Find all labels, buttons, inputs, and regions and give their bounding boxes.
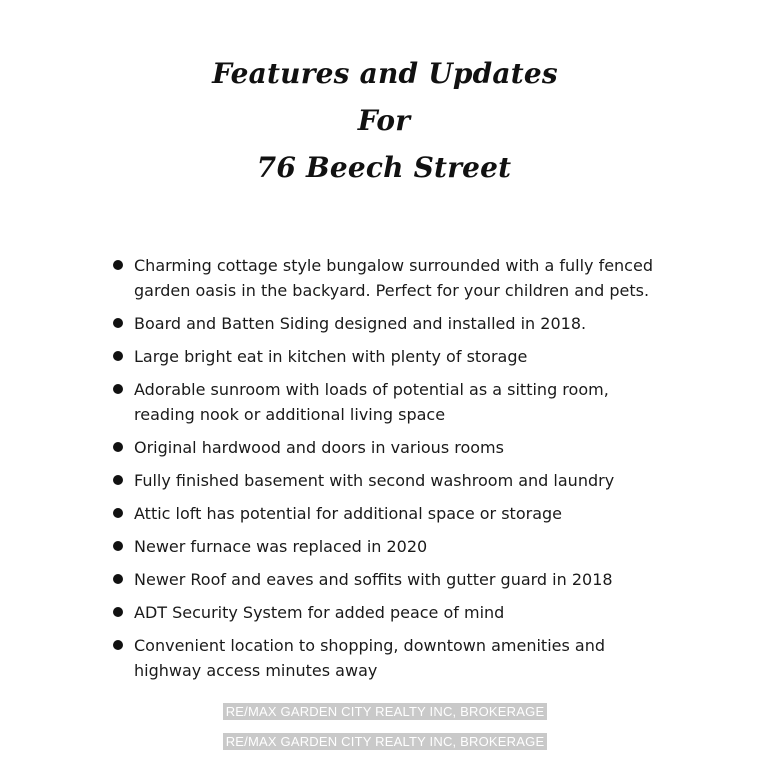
- list-item: [108, 435, 668, 460]
- bullet-icon: [113, 384, 123, 394]
- list-item: [108, 253, 668, 303]
- feature-text: Convenient location to shopping, downtown amenities and highway access minutes away: [134, 636, 606, 680]
- feature-text: Original hardwood and doors in various rooms: [134, 438, 504, 457]
- bullet-icon: [113, 640, 123, 650]
- list-item: [108, 501, 668, 526]
- list-item: [108, 377, 668, 427]
- features-list: [108, 253, 668, 691]
- bullet-icon: [113, 574, 123, 584]
- bullet-icon: [113, 351, 123, 361]
- feature-text: Charming cottage style bungalow surrounded with a fully fenced garden oasis in the backyard. Perfect for your children and pets.: [134, 256, 653, 300]
- feature-text: Adorable sunroom with loads of potential as a sitting room, reading nook or additional living space: [134, 380, 609, 424]
- brokerage-watermark: [0, 733, 768, 750]
- title-line-for: For: [357, 104, 411, 137]
- list-item: [108, 567, 668, 592]
- page-title: [0, 50, 768, 191]
- bullet-icon: [113, 318, 123, 328]
- feature-text: Newer furnace was replaced in 2020: [134, 537, 428, 556]
- feature-text: Board and Batten Siding designed and installed in 2018.: [134, 314, 587, 333]
- list-item: [108, 468, 668, 493]
- bullet-icon: [113, 541, 123, 551]
- title-line-address: 76 Beech Street: [256, 151, 512, 184]
- feature-text: ADT Security System for added peace of mind: [134, 603, 505, 622]
- feature-text: Fully finished basement with second washroom and laundry: [134, 471, 615, 490]
- feature-text: Newer Roof and eaves and soffits with gutter guard in 2018: [134, 570, 613, 589]
- bullet-icon: [113, 442, 123, 452]
- list-item: [108, 600, 668, 625]
- bullet-icon: [113, 607, 123, 617]
- bullet-icon: [113, 260, 123, 270]
- list-item: [108, 534, 668, 559]
- list-item: [108, 344, 668, 369]
- title-line-features-and-updates: Features and Updates: [212, 57, 558, 90]
- brokerage-watermark: [0, 703, 768, 720]
- list-item: [108, 311, 668, 336]
- list-item: [108, 633, 668, 683]
- feature-text: Large bright eat in kitchen with plenty of storage: [134, 347, 528, 366]
- watermark-text: RE/MAX GARDEN CITY REALTY INC, BROKERAGE: [223, 703, 548, 720]
- watermark-text: RE/MAX GARDEN CITY REALTY INC, BROKERAGE: [223, 733, 548, 750]
- bullet-icon: [113, 508, 123, 518]
- bullet-icon: [113, 475, 123, 485]
- feature-text: Attic loft has potential for additional space or storage: [134, 504, 562, 523]
